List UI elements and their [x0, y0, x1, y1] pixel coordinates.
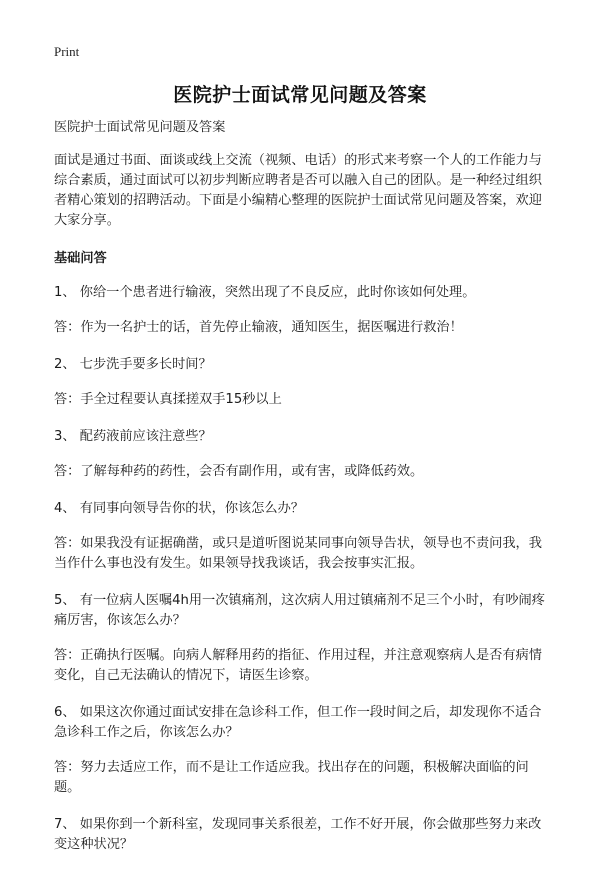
answer-6: 答：努力去适应工作，而不是让工作适应我。找出存在的问题，积极解决面临的问题。: [54, 760, 529, 795]
question-3: 3、 配药液前应该注意些？: [54, 429, 212, 444]
print-link[interactable]: Print: [54, 44, 80, 59]
question-6: 6、 如果这次你通过面试安排在急诊科工作，但工作一段时间之后，却发现你不适合急诊科工作之后，你该怎么办？: [54, 705, 542, 740]
document-title: 医院护士面试常见问题及答案: [173, 84, 427, 106]
intro-paragraph: 面试是通过书面、面谈或线上交流（视频、电话）的形式来考察一个人的工作能力与综合素质，通过面试可以初步判断应聘者是否可以融入自己的团队。是一种经过组织者精心策划的招聘活动。下面是小编精心整理的医院护士面试常见问题及答案，欢迎大家分享。: [54, 153, 542, 228]
document-subtitle: 医院护士面试常见问题及答案: [54, 120, 226, 135]
answer-4: 答：如果我没有证据确凿，或只是道听图说某同事向领导告状，领导也不责问我，我当作什么事也没有发生。如果领导找我谈话，我会按事实汇报。: [54, 536, 542, 571]
question-7: 7、 如果你到一个新科室，发现同事关系很差，工作不好开展，你会做那些努力来改变这种状况？: [54, 817, 542, 852]
question-4: 4、 有同事向领导告你的状，你该怎么办？: [54, 501, 304, 516]
section-heading: 基础问答: [54, 251, 107, 266]
answer-1: 答：作为一名护士的话，首先停止输液，通知医生，据医嘱进行救治！: [54, 320, 463, 335]
document-body: [54, 118, 548, 870]
answer-3: 答：了解每种药的药性，会否有副作用，或有害，或降低药效。: [54, 464, 424, 479]
question-5: 5、 有一位病人医嘱4h用一次镇痛剂，这次病人用过镇痛剂不足三个小时，有吵闹疼痛厉害，你该怎么办？: [54, 593, 545, 628]
question-1: 1、 你给一个患者进行输液，突然出现了不良反应，此时你该如何处理。: [54, 285, 476, 300]
answer-2: 答：手全过程要认真揉搓双手15秒以上: [54, 392, 282, 407]
answer-5: 答：正确执行医嘱。向病人解释用药的指征、作用过程，并注意观察病人是否有病情变化，自己无法确认的情况下，请医生诊察。: [54, 648, 542, 683]
question-2: 2、 七步洗手要多长时间？: [54, 357, 212, 372]
